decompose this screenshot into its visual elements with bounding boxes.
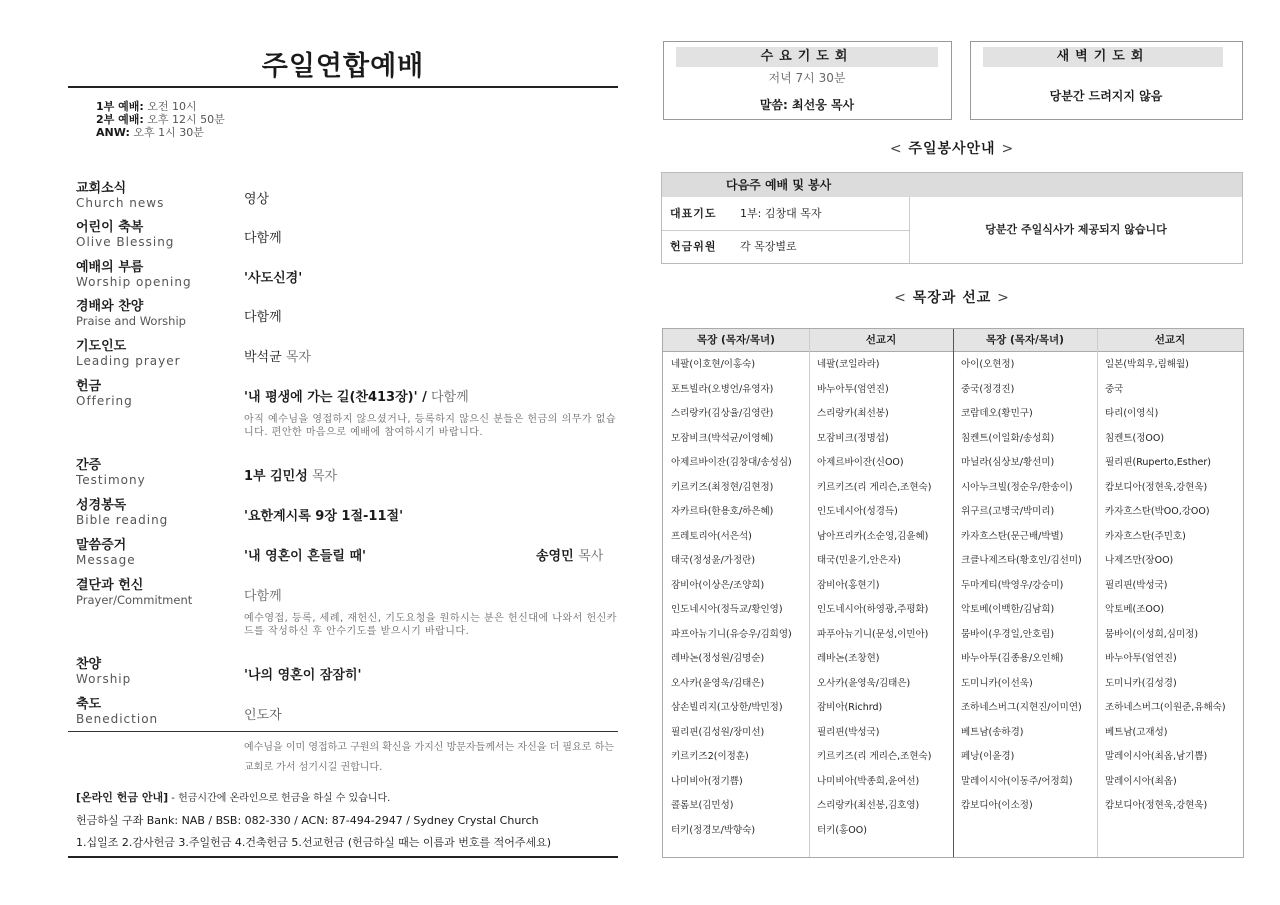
table-cell: 스리랑카(김상율/김영란) bbox=[671, 408, 774, 419]
commitment-note: 예수영접, 등록, 세례, 재헌신, 기도요청을 원하시는 분은 헌신대에 나와서 헌신카드를 작성하신 후 안수기도를 받으시기 바랍니다. bbox=[244, 613, 617, 637]
service-row-prayer bbox=[662, 197, 910, 230]
service-time-label: 1부 예배: bbox=[96, 100, 144, 113]
table-cell: 잠비아(Richrd) bbox=[817, 702, 883, 713]
order-subtitle: Praise and Worship bbox=[76, 314, 186, 328]
table-cell: 말레이시아(이동주/어정희) bbox=[961, 775, 1073, 787]
table-cell: 콜롬보(김민성) bbox=[671, 800, 734, 811]
table-cell: 바누아투(엄연진) bbox=[817, 383, 889, 395]
column-header: 선교지 bbox=[1154, 334, 1186, 346]
table-cell: 중국 bbox=[1105, 383, 1124, 395]
angle-left-icon: < bbox=[889, 141, 903, 157]
order-value: 다함께 bbox=[244, 310, 282, 325]
table-cell: 모잠비크(정명섭) bbox=[817, 432, 889, 444]
table-cell: 네팔(코일라라) bbox=[817, 359, 880, 370]
mokjang-heading bbox=[661, 287, 1243, 307]
page-title: 주일연합예배 bbox=[261, 51, 425, 82]
dawn-note: 당분간 드려지지 않음 bbox=[1049, 89, 1163, 103]
order-title: 성경봉독 bbox=[76, 498, 127, 513]
table-cell: 악토베(이백한/김남희) bbox=[961, 604, 1055, 615]
order-title: 헌금 bbox=[76, 379, 102, 394]
service-row-label: 대표기도 bbox=[670, 207, 717, 220]
table-cell: 조하네스버그(지현진/이미연) bbox=[961, 702, 1082, 713]
table-cell: 키르키즈(최정현/김현정) bbox=[671, 481, 774, 493]
preacher-name: 송영민 bbox=[536, 549, 574, 564]
order-value: 영상 bbox=[244, 192, 270, 207]
table-cell: 네팔(이호현/이홍숙) bbox=[671, 359, 756, 370]
worship-order-page bbox=[68, 0, 618, 905]
offering-who: 다함께 bbox=[431, 390, 469, 405]
table-cell: 포트빌라(오병언/유영자) bbox=[671, 383, 774, 395]
order-title: 찬양 bbox=[76, 657, 102, 672]
table-cell: 자카르타(한용호/하은혜) bbox=[671, 506, 774, 517]
table-cell: 삼손빌리지(고상한/박민정) bbox=[671, 702, 783, 713]
column-header: 목장 (목자/목녀) bbox=[986, 334, 1064, 346]
table-cell: 터키(홍OO) bbox=[817, 824, 867, 836]
wednesday-title: 수요기도회 bbox=[676, 47, 938, 67]
online-offering-info bbox=[76, 787, 616, 854]
online-heading-note: - 헌금시간에 온라인으로 헌금을 하실 수 있습니다. bbox=[171, 793, 391, 804]
wednesday-time: 저녁 7시 30분 bbox=[768, 71, 846, 85]
order-subtitle: Bible reading bbox=[76, 513, 169, 527]
angle-right-icon: > bbox=[997, 290, 1010, 306]
service-time-row bbox=[96, 100, 225, 113]
table-cell: 시아누크빌(정순우/한송이) bbox=[961, 481, 1073, 493]
table-cell: 베트남(고재성) bbox=[1105, 726, 1168, 738]
table-cell: 뭄바이(우경일,안호림) bbox=[961, 628, 1055, 640]
offering-note: 아직 예수님을 영접하지 않으셨거나, 등록하지 않으신 분들은 헌금의 의무가 없습니다. 편안한 마음으로 예배에 참여하시기 바랍니다. bbox=[244, 414, 617, 438]
table-cell: 아이(오현정) bbox=[961, 359, 1015, 370]
mokjang-mission-table bbox=[662, 328, 1244, 858]
service-row-offering bbox=[662, 230, 910, 263]
table-cell: 중국(정경진) bbox=[961, 383, 1015, 395]
table-cell: 캄보디아(정현욱,강현욱) bbox=[1105, 481, 1208, 493]
order-value bbox=[244, 465, 337, 484]
table-cell: 레바논(조창현) bbox=[817, 653, 880, 664]
service-time-label: 2부 예배: bbox=[96, 113, 144, 126]
table-cell: 스리랑카(최선봉,김호영) bbox=[817, 800, 920, 811]
table-cell: 키르키즈(리 게리슨,조현숙) bbox=[817, 481, 932, 493]
preacher bbox=[536, 545, 603, 564]
service-time-row bbox=[96, 126, 225, 139]
table-cell: 프레토리아(서은석) bbox=[671, 530, 752, 542]
table-cell: 인도네시아(성경득) bbox=[817, 506, 898, 517]
table-cell: 인도네시아(정득교/황인영) bbox=[671, 604, 783, 615]
order-value: 다함께 bbox=[244, 589, 282, 604]
table-cell: 캄보디아(정현욱,강현욱) bbox=[1105, 800, 1208, 811]
offering-hymn: '내 평생에 가는 길(찬413장)' / bbox=[244, 390, 427, 405]
table-cell: 태국(정성윤/가정란) bbox=[671, 555, 756, 566]
table-cell: 침켄트(이일화/송성희) bbox=[961, 432, 1055, 444]
table-cell: 파프아뉴기니(유승우/김희영) bbox=[671, 628, 792, 640]
service-times bbox=[96, 100, 225, 139]
order-subtitle: Offering bbox=[76, 394, 133, 408]
order-subtitle: Olive Blessing bbox=[76, 235, 175, 249]
table-cell: 카자흐스탄(문근배/박별) bbox=[961, 530, 1064, 542]
service-row-value: 각 목장별로 bbox=[740, 240, 797, 253]
column-header: 선교지 bbox=[865, 334, 897, 346]
table-cell: 남아프리카(소순영,김윤혜) bbox=[817, 530, 929, 542]
order-subtitle: Worship opening bbox=[76, 275, 192, 289]
order-subtitle: Message bbox=[76, 553, 136, 567]
order-title: 기도인도 bbox=[76, 339, 127, 354]
table-cell: 오사카(윤영욱/김태은) bbox=[671, 677, 765, 689]
table-cell: 태국(민윤기,안은자) bbox=[817, 555, 901, 566]
speaker-role: 목자 bbox=[311, 469, 338, 484]
service-row-value: 1부: 김창대 목자 bbox=[740, 207, 822, 220]
service-guide-header: 다음주 예배 및 봉사 bbox=[662, 173, 1242, 197]
table-cell: 말레이시아(최옵) bbox=[1105, 775, 1177, 787]
table-cell: 필리핀(박성국) bbox=[817, 726, 880, 738]
order-subtitle: Leading prayer bbox=[76, 354, 181, 368]
angle-left-icon: < bbox=[894, 290, 907, 306]
table-cell: 마닐라(심상보/황선미) bbox=[961, 457, 1055, 468]
offering-types: 1.십일조 2.감사헌금 3.주일헌금 4.건축헌금 5.선교헌금 (헌금하실 때는 이름과 번호를 적어주세요) bbox=[76, 836, 552, 849]
table-cell: 카자흐스탄(주민호) bbox=[1105, 530, 1186, 542]
table-cell: 나제즈만(장OO) bbox=[1105, 555, 1174, 566]
column-divider bbox=[953, 329, 954, 857]
order-subtitle: Testimony bbox=[76, 473, 146, 487]
table-cell: 두마게티(박영우/강승미) bbox=[961, 579, 1064, 591]
table-cell: 크클나제즈타(황호인/김선미) bbox=[961, 555, 1082, 566]
table-cell: 바누아투(엄연진) bbox=[1105, 653, 1177, 664]
column-header: 목장 (목자/목녀) bbox=[697, 334, 775, 346]
service-time-label: ANW: bbox=[96, 126, 130, 139]
order-title: 말씀증거 bbox=[76, 538, 127, 553]
table-cell: 베트남(송하경) bbox=[961, 726, 1024, 738]
table-cell: 도미니카(이선욱) bbox=[961, 677, 1033, 689]
table-cell: 일본(박희우,림해월) bbox=[1105, 359, 1189, 370]
order-title: 예배의 부름 bbox=[76, 260, 144, 275]
order-value bbox=[244, 386, 469, 405]
table-cell: 코람데오(황민구) bbox=[961, 408, 1033, 419]
table-cell: 카자흐스탄(박OO,강OO) bbox=[1105, 506, 1210, 517]
table-cell: 아제르바이잔(신OO) bbox=[817, 457, 904, 468]
order-title: 어린이 축복 bbox=[76, 220, 144, 235]
table-cell: 필리핀(Ruperto,Esther) bbox=[1105, 457, 1211, 468]
table-cell: 캄보디아(이소정) bbox=[961, 800, 1033, 811]
order-title: 결단과 헌신 bbox=[76, 578, 144, 593]
angle-right-icon: > bbox=[1001, 141, 1015, 157]
service-time-value: 오전 10시 bbox=[147, 100, 197, 113]
table-cell: 바누아투(김종용/오인해) bbox=[961, 653, 1064, 664]
order-subtitle: Prayer/Commitment bbox=[76, 593, 193, 607]
table-cell: 오사카(윤영욱/김태은) bbox=[817, 677, 911, 689]
column-divider bbox=[1097, 329, 1098, 857]
wednesday-speaker: 말씀: 최선웅 목사 bbox=[759, 98, 855, 112]
table-cell: 침켄트(정OO) bbox=[1105, 432, 1165, 444]
order-title: 교회소식 bbox=[76, 181, 127, 196]
service-guide-table bbox=[661, 172, 1243, 264]
testimony-speaker: 1부 김민성 bbox=[244, 469, 308, 484]
service-guide-heading bbox=[661, 138, 1243, 158]
table-cell: 인도네시아(하영광,주평화) bbox=[817, 604, 929, 615]
order-value: 인도자 bbox=[244, 708, 282, 723]
table-cell: 악토베(조OO) bbox=[1105, 604, 1165, 615]
table-cell: 모잠비크(박석균/이영혜) bbox=[671, 432, 774, 444]
bank-account: 헌금하실 구좌 Bank: NAB / BSB: 082-330 / ACN: 87-494-2947 / Sydney Crystal Church bbox=[76, 814, 539, 827]
table-cell: 필리핀(김성원/장미선) bbox=[671, 726, 765, 738]
table-cell: 조하네스버그(이원준,유해숙) bbox=[1105, 702, 1226, 713]
table-cell: 레바논(정성원/김명순) bbox=[671, 653, 765, 664]
welcome-note: 예수님을 이미 영접하고 구원의 확신을 가지신 방문자들께서는 자신을 더 필요로 하는 교회로 가서 섬기시길 권합니다. bbox=[244, 742, 614, 773]
table-cell: 위구르(고병국/박미리) bbox=[961, 506, 1055, 517]
order-value: '사도신경' bbox=[244, 271, 303, 286]
table-cell: 키르키즈(리 게리슨,조현숙) bbox=[817, 751, 932, 762]
table-cell: 나미비아(정기쁨) bbox=[671, 775, 743, 787]
dawn-title: 새벽기도회 bbox=[983, 47, 1223, 67]
order-title: 간증 bbox=[76, 458, 102, 473]
order-subtitle: Benediction bbox=[76, 712, 159, 726]
bottom-divider bbox=[68, 856, 618, 858]
table-cell: 나미비아(박종희,윤여선) bbox=[817, 775, 920, 787]
wednesday-prayer-box bbox=[663, 41, 952, 120]
table-cell: 뭄바이(이성희,심미정) bbox=[1105, 628, 1199, 640]
table-cell: 파푸아뉴기니(문성,이민아) bbox=[817, 628, 929, 640]
preacher-role: 목사 bbox=[578, 549, 604, 564]
order-value bbox=[244, 346, 311, 365]
service-time-row bbox=[96, 113, 225, 126]
service-guide-title: 주일봉사안내 bbox=[908, 141, 996, 157]
section-divider bbox=[68, 731, 618, 732]
order-title: 축도 bbox=[76, 697, 102, 712]
table-cell: 타리(이영식) bbox=[1105, 408, 1159, 419]
order-subtitle: Worship bbox=[76, 672, 132, 686]
table-cell: 페낭(이윤경) bbox=[961, 751, 1015, 762]
table-cell: 스리랑카(최선봉) bbox=[817, 408, 889, 419]
online-heading-row bbox=[76, 787, 616, 810]
prayer-leader: 박석균 bbox=[244, 350, 282, 365]
service-time-value: 오후 1시 30분 bbox=[133, 126, 204, 139]
table-cell: 필리핀(박성국) bbox=[1105, 579, 1168, 591]
table-cell: 터키(정경모/박향숙) bbox=[671, 824, 756, 836]
leader-role: 목자 bbox=[285, 350, 311, 365]
table-cell: 말레이시아(최옵,남기쁨) bbox=[1105, 751, 1208, 762]
column-divider bbox=[809, 329, 810, 857]
table-cell: 키르키즈2(이정훈) bbox=[671, 751, 749, 762]
title-divider bbox=[68, 86, 618, 88]
order-value: '요한계시록 9장 1절-11절' bbox=[244, 509, 404, 524]
online-heading: [온라인 헌금 안내] bbox=[76, 791, 169, 804]
order-value: '나의 영혼이 잠잠히' bbox=[244, 668, 362, 683]
service-row-label: 헌금위원 bbox=[670, 240, 717, 253]
order-title: 경배와 찬양 bbox=[76, 299, 144, 314]
table-cell: 도미니카(김성경) bbox=[1105, 677, 1177, 689]
order-value: 다함께 bbox=[244, 231, 282, 246]
table-cell: 잠비아(이상은/조양희) bbox=[671, 579, 765, 591]
order-subtitle: Church news bbox=[76, 196, 165, 210]
meal-note: 당분간 주일식사가 제공되지 않습니다 bbox=[985, 223, 1167, 236]
table-cell: 아제르바이잔(김창대/송성심) bbox=[671, 457, 792, 468]
table-cell: 잠비아(홍현기) bbox=[817, 579, 880, 591]
mokjang-title: 목장과 선교 bbox=[912, 290, 992, 306]
service-time-value: 오후 12시 50분 bbox=[147, 113, 225, 126]
sermon-title: '내 영혼이 흔들릴 때' bbox=[244, 549, 367, 564]
dawn-prayer-box bbox=[970, 41, 1243, 120]
